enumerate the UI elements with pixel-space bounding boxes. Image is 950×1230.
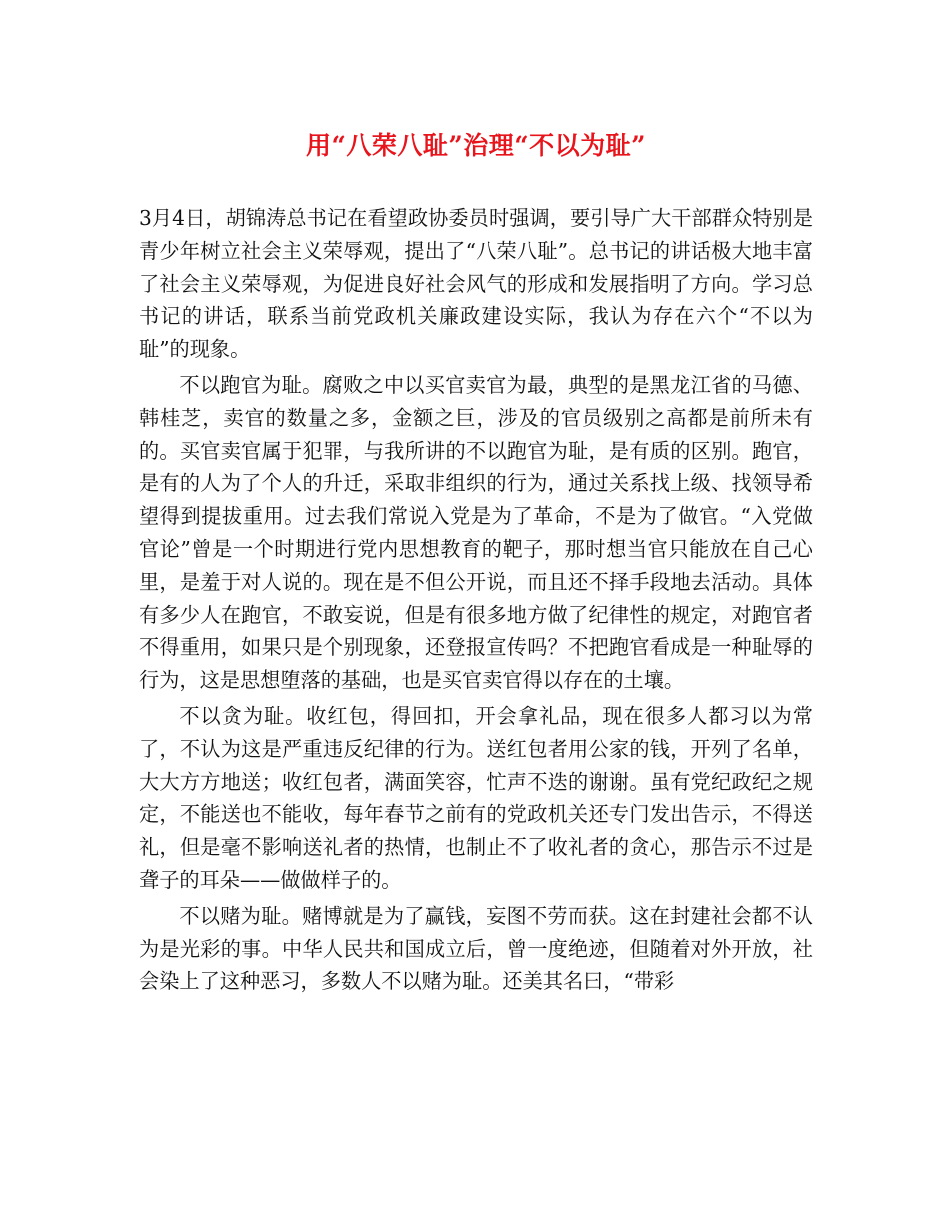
paragraph-running-for-office: 不以跑官为耻。腐败之中以买官卖官为最，典型的是黑龙江省的马德、韩桂芝，卖官的数量之多，金额之巨，涉及的官员级别之高都是前所未有的。买官卖官属于犯罪，与我所讲的不以跑官为耻，是有质的区别。跑官，是有的人为了个人的升迁，采取非组织的行为，通过关系找上级、找领导希望得到提拔重用。过去我们常说入党是为了革命，不是为了做官。“入党做官论”曾是一个时期进行党内思想教育的靶子，那时想当官只能放在自己心里，是羞于对人说的。现在是不但公开说，而且还不择手段地去活动。具体有多少人在跑官，不敢妄说，但是有很多地方做了纪律性的规定，对跑官者不得重用，如果只是个别现象，还登报宣传吗？不把跑官看成是一种耻辱的行为，这是思想堕落的基础，也是买官卖官得以存在的土壤。 <box>139 372 813 693</box>
paragraph-greed: 不以贪为耻。收红包，得回扣，开会拿礼品，现在很多人都习以为常了，不认为这是严重违反纪律的行为。送红包者用公家的钱，开列了名单，大大方方地送；收红包者，满面笑容，忙声不迭的谢谢。虽有党纪政纪之规定，不能送也不能收，每年春节之前有的党政机关还专门发出告示，不得送礼，但是毫不影响送礼者的热情，也制止不了收礼者的贪心，那告示不过是聋子的耳朵——做做样子的。 <box>139 703 813 892</box>
document-body <box>139 202 813 1001</box>
document-title: 用“八荣八耻”治理“不以为耻” <box>305 131 647 160</box>
paragraph-gambling: 不以赌为耻。赌博就是为了赢钱，妄图不劳而获。这在封建社会都不认为是光彩的事。中华人民共和国成立后，曾一度绝迹，但随着对外开放，社会染上了这种恶习，多数人不以赌为耻。还美其名曰，“带彩 <box>139 903 813 994</box>
paragraph-intro: 3月4日，胡锦涛总书记在看望政协委员时强调，要引导广大干部群众特别是青少年树立社会主义荣辱观，提出了“八荣八耻”。总书记的讲话极大地丰富了社会主义荣辱观，为促进良好社会风气的形成和发展指明了方向。学习总书记的讲话，联系当前党政机关廉政建设实际，我认为存在六个“不以为耻”的现象。 <box>139 206 813 362</box>
